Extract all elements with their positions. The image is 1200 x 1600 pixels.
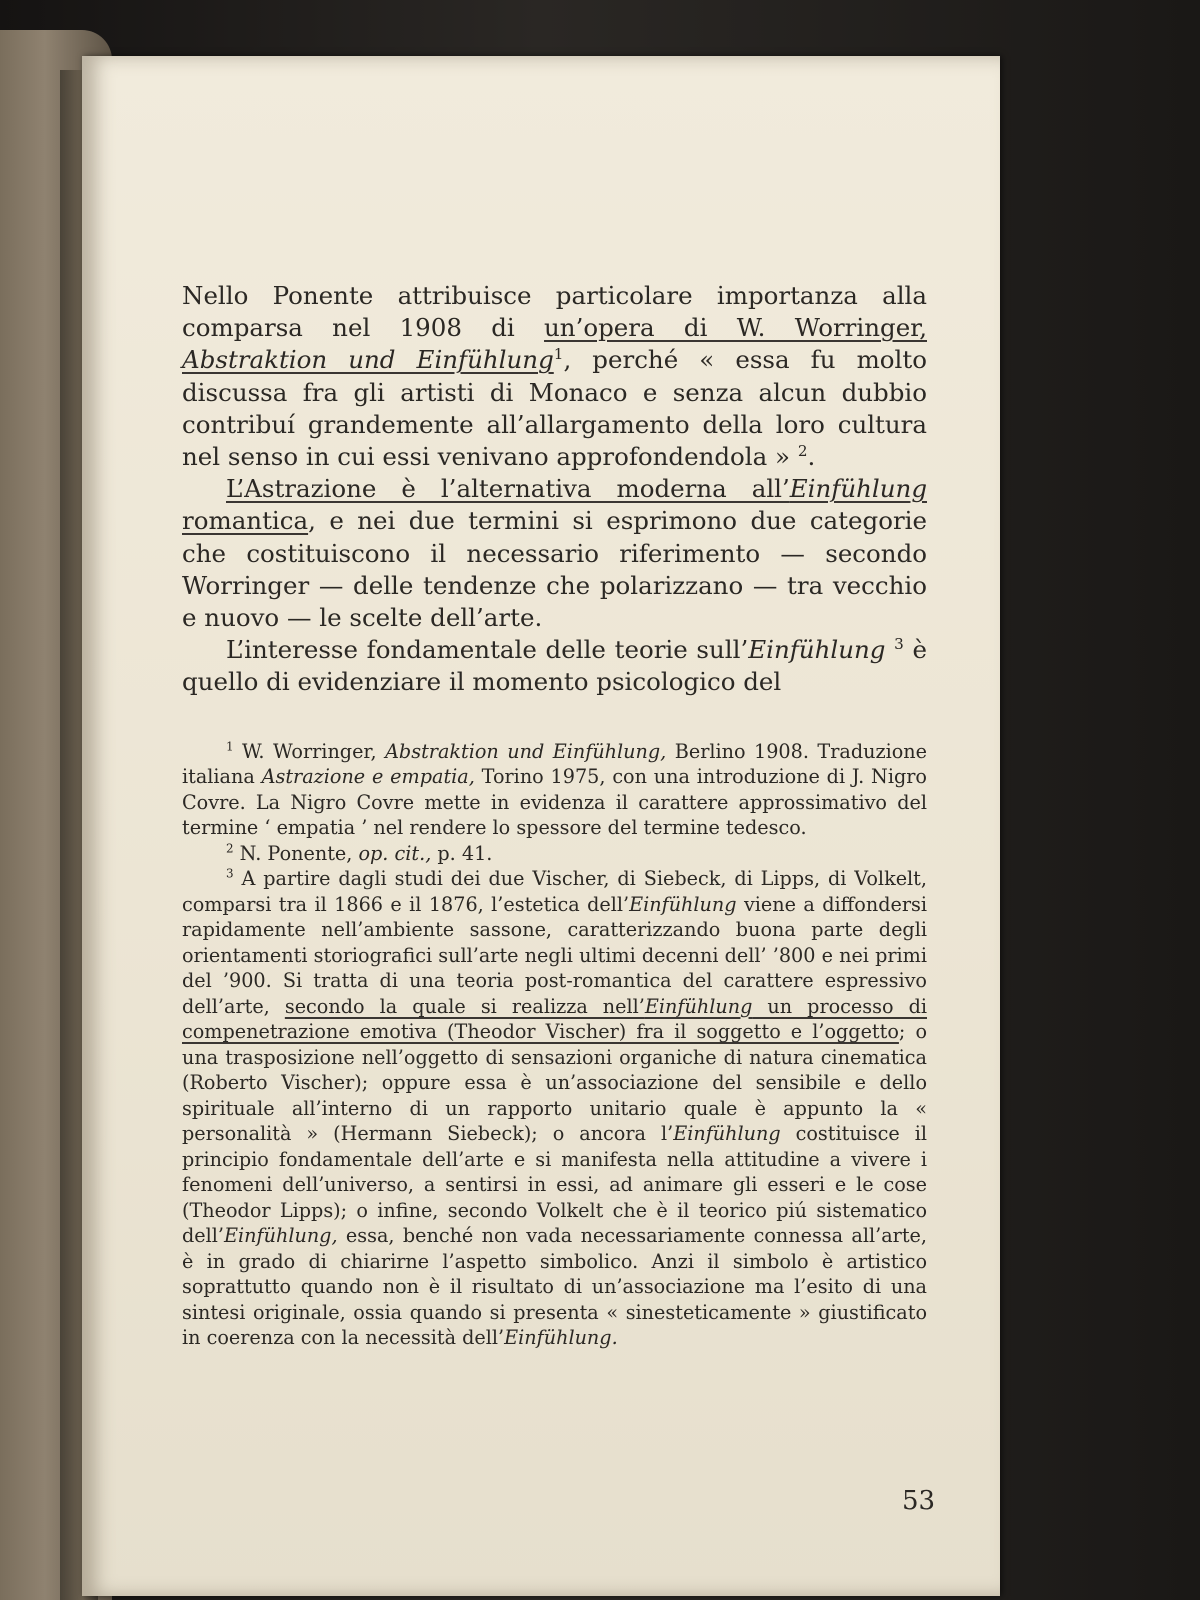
italic-text: Einfühlung bbox=[748, 635, 886, 665]
text-run: L’Astrazione è l’alternativa moderna all’ bbox=[226, 474, 790, 504]
text-run: viene a diffondersi rapidamente nell’ambiente sassone, caratterizzando buona parte degli orientamenti storiografici sull’arte negli ultimi decenni dell’ ’800 e nei primi del ’900. Si tratta di una teoria post-romantica del carattere espressivo dell’arte, bbox=[182, 892, 927, 1018]
italic-text: Einfühlung. bbox=[504, 1326, 618, 1350]
italic-text: Einfühlung bbox=[644, 994, 753, 1018]
main-text bbox=[182, 280, 927, 699]
page-number: 53 bbox=[902, 1486, 936, 1516]
text-run: Berlino 1908. Traduzione italiana bbox=[182, 739, 927, 789]
text-run: costituisce il principio fondamentale dell’arte e si manifesta nella attitudine a vivere i fenomeni dell’universo, a sentirsi in essi, ad animare gli esseri e le cose (Theodor Lipps); o infine, secondo Volkelt che è il teorico piú sistematico dell’ bbox=[182, 1122, 927, 1248]
footnote-ref: 1 bbox=[226, 739, 234, 754]
text-run: . bbox=[807, 442, 816, 472]
italic-text: Einfühlung bbox=[673, 1122, 781, 1146]
text-run: un’opera di W. Worringer, bbox=[544, 313, 927, 343]
italic-text: Einfühlung bbox=[629, 892, 737, 916]
italic-text: op. cit., bbox=[358, 841, 432, 865]
text-run: , perché « essa fu molto discussa fra gli artisti di Monaco e senza alcun dubbio contribuí grandemente all’allargamento della loro cultura nel senso in cui essi venivano approfondendola » bbox=[182, 345, 927, 472]
page-content bbox=[182, 280, 927, 1351]
italic-text: Abstraktion und Einfühlung bbox=[182, 345, 554, 375]
text-run: Nello Ponente attribuisce particolare importanza alla comparsa nel 1908 di bbox=[182, 281, 927, 343]
footnote-ref: 2 bbox=[797, 441, 808, 460]
text-run: N. Ponente, bbox=[233, 841, 359, 865]
italic-text: Einfühlung, bbox=[224, 1224, 338, 1248]
footnote-ref: 3 bbox=[894, 635, 904, 654]
text-run: L’interesse fondamentale delle teorie sull’ bbox=[226, 635, 749, 665]
text-run: essa, benché non vada necessariamente connessa all’arte, è in grado di chiarirne l’aspetto simbolico. Anzi il simbolo è artistico soprattutto quando non è il risultato di un’associazione ma l’esito di una sintesi originale, ossia quando si presenta « sinesteticamente » giustificato in coerenza con la necessità dell’ bbox=[182, 1224, 927, 1350]
paragraph bbox=[182, 473, 927, 634]
book-page bbox=[82, 56, 1000, 1596]
footnote-ref: 1 bbox=[553, 345, 564, 364]
paragraph bbox=[182, 634, 927, 698]
text-run: W. Worringer, bbox=[233, 739, 386, 763]
footnote-ref: 2 bbox=[226, 841, 234, 856]
text-run bbox=[885, 635, 894, 664]
text-run: romantica bbox=[182, 506, 309, 536]
footnote bbox=[182, 739, 927, 841]
italic-text: Abstraktion und Einfühlung, bbox=[385, 739, 667, 763]
text-run: è quello di evidenziare il momento psicologico del bbox=[182, 635, 927, 697]
text-run: ; o una trasposizione nell’oggetto di sensazioni organiche di natura cinematica (Roberto Vischer); oppure essa è un’associazione del sensibile e dello spirituale all’interno di un rapporto unitario quale è appunto la « personalità » (Hermann Siebeck); o ancora l’ bbox=[182, 1020, 928, 1146]
text-run: A partire dagli studi dei due Vischer, di Siebeck, di Lipps, di Volkelt, comparsi tra il 1866 e il 1876, l’estetica dell’ bbox=[182, 867, 927, 916]
footnote bbox=[182, 841, 927, 867]
italic-text: Einfühlung bbox=[789, 474, 927, 504]
italic-text: Astrazione e empatia, bbox=[261, 765, 475, 789]
text-run: un processo di compenetrazione emotiva (Theodor Vischer) fra il soggetto e l’oggetto bbox=[182, 994, 927, 1044]
footnotes bbox=[182, 739, 927, 1351]
text-run: secondo la quale si realizza nell’ bbox=[284, 994, 645, 1018]
paragraph bbox=[182, 280, 927, 473]
text-run: p. 41. bbox=[431, 841, 493, 865]
text-run: , e nei due termini si esprimono due categorie che costituiscono il necessario riferimento — secondo Worringer — delle tendenze che polarizzano — tra vecchio e nuovo — le scelte dell’arte. bbox=[182, 506, 927, 633]
footnote bbox=[182, 866, 927, 1351]
footnote-ref: 3 bbox=[226, 866, 234, 881]
text-run: Torino 1975, con una introduzione di J. Nigro Covre. La Nigro Covre mette in evidenza il carattere approssimativo del termine ‘ empatia ’ nel rendere lo spessore del termine tedesco. bbox=[182, 765, 927, 840]
